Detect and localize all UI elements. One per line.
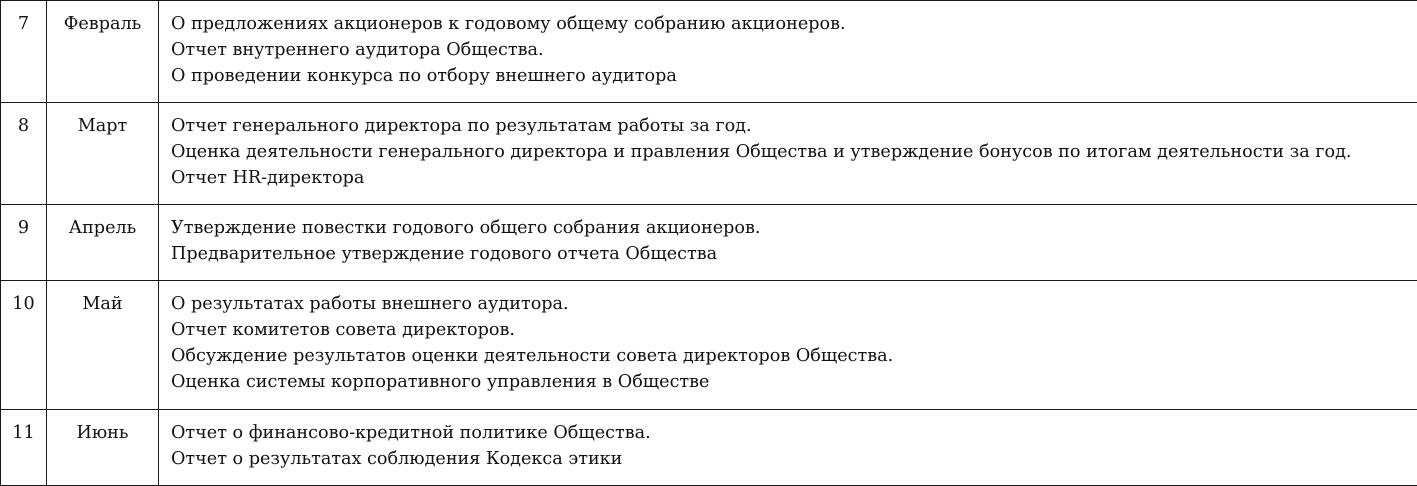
month-cell bbox=[47, 205, 159, 281]
meeting-number: 9 bbox=[1, 205, 46, 241]
agenda-topic: Оценка системы корпоративного управления в Обществе bbox=[171, 369, 1411, 395]
meeting-number: 11 bbox=[1, 410, 46, 446]
agenda-topics-cell bbox=[159, 281, 1417, 410]
month-name: Май bbox=[47, 281, 158, 317]
month-cell bbox=[47, 1, 159, 103]
agenda-topic: Отчет внутреннего аудитора Общества. bbox=[171, 37, 1411, 63]
month-name: Март bbox=[47, 103, 158, 139]
agenda-topic: О проведении конкурса по отбору внешнего аудитора bbox=[171, 63, 1411, 89]
agenda-topic: Отчет генерального директора по результатам работы за год. bbox=[171, 113, 1411, 139]
meeting-number-cell bbox=[1, 103, 47, 205]
meeting-number-cell bbox=[1, 281, 47, 410]
table-row bbox=[1, 1, 1417, 103]
agenda-topic: Обсуждение результатов оценки деятельности совета директоров Общества. bbox=[171, 343, 1411, 369]
table-row bbox=[1, 410, 1417, 486]
agenda-topic: О предложениях акционеров к годовому общему собранию акционеров. bbox=[171, 11, 1411, 37]
month-name: Февраль bbox=[47, 1, 158, 37]
month-name: Июнь bbox=[47, 410, 158, 446]
meeting-number: 10 bbox=[1, 281, 46, 317]
agenda-topic: Отчет HR-директора bbox=[171, 165, 1411, 191]
agenda-topics-cell bbox=[159, 1, 1417, 103]
table-row bbox=[1, 205, 1417, 281]
agenda-topics-cell bbox=[159, 103, 1417, 205]
table-row bbox=[1, 281, 1417, 410]
meeting-number-cell bbox=[1, 1, 47, 103]
month-cell bbox=[47, 281, 159, 410]
agenda-topic: Утверждение повестки годового общего собрания акционеров. bbox=[171, 215, 1411, 241]
month-cell bbox=[47, 410, 159, 486]
meeting-number-cell bbox=[1, 410, 47, 486]
table-row bbox=[1, 103, 1417, 205]
meeting-number: 7 bbox=[1, 1, 46, 37]
agenda-topics-cell bbox=[159, 410, 1417, 486]
meeting-number: 8 bbox=[1, 103, 46, 139]
agenda-topic: О результатах работы внешнего аудитора. bbox=[171, 291, 1411, 317]
agenda-topic: Предварительное утверждение годового отчета Общества bbox=[171, 241, 1411, 267]
agenda-topic: Отчет комитетов совета директоров. bbox=[171, 317, 1411, 343]
agenda-topics-cell bbox=[159, 205, 1417, 281]
month-name: Апрель bbox=[47, 205, 158, 241]
month-cell bbox=[47, 103, 159, 205]
agenda-topic: Отчет о финансово-кредитной политике Общества. bbox=[171, 420, 1411, 446]
meeting-number-cell bbox=[1, 205, 47, 281]
agenda-topic: Оценка деятельности генерального директора и правления Общества и утверждение бонусов по итогам деятельности за год. bbox=[171, 139, 1411, 165]
agenda-topic: Отчет о результатах соблюдения Кодекса этики bbox=[171, 446, 1411, 472]
